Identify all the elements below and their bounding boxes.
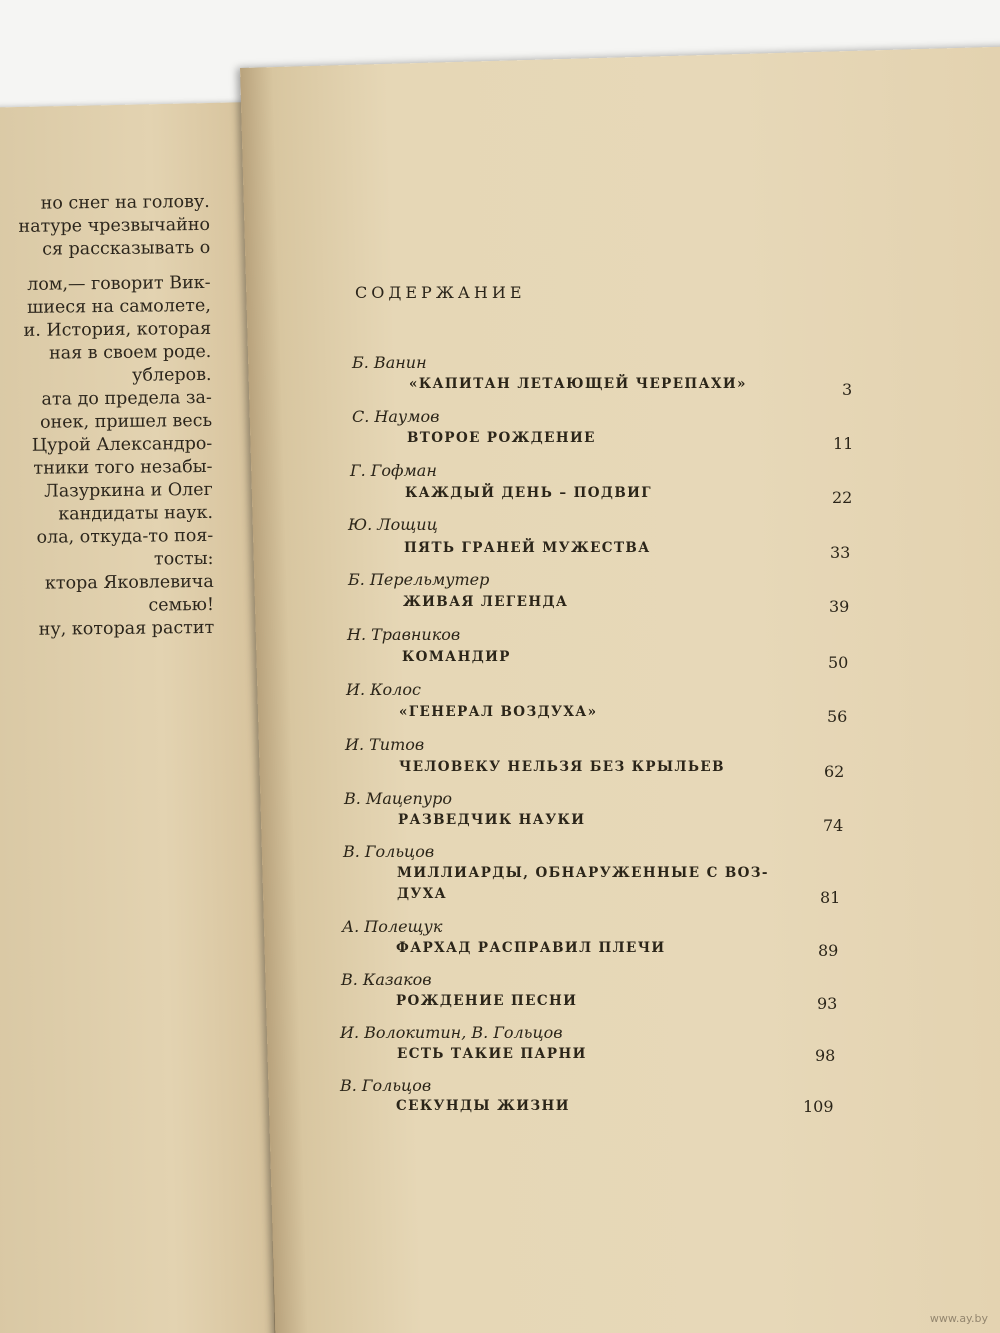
left-line: тосты: [153,548,214,570]
left-line: семью! [148,594,215,616]
toc-author: В. Гольцов [340,1076,432,1095]
toc-work-title: СЕКУНДЫ ЖИЗНИ [396,1098,570,1114]
toc-work-title: ЧЕЛОВЕКУ НЕЛЬЗЯ БЕЗ КРЫЛЬЕВ [399,759,725,775]
left-line: тники того незабы- [33,456,213,479]
toc-work-title: «ГЕНЕРАЛ ВОЗДУХА» [399,704,598,720]
left-line: ся рассказывать о [42,237,211,260]
toc-page-number: 3 [842,380,853,399]
toc-author: В. Казаков [341,970,432,989]
left-line: Лазуркина и Олег [44,479,213,502]
left-line: ная в своем роде. [48,341,212,364]
toc-author: И. Колос [346,680,421,699]
toc-page-number: 74 [823,816,844,835]
toc-author: А. Полещук [342,917,443,936]
left-line: ола, откуда-то поя- [36,525,214,548]
toc-page-number: 11 [833,434,854,453]
left-line: ата до предела за- [41,387,212,410]
toc-heading: СОДЕРЖАНИЕ [355,283,526,302]
left-line: ублеров. [132,364,212,386]
toc-page-number: 39 [829,597,850,616]
toc-page-number: 50 [828,653,849,672]
left-line: но снег на голову. [40,191,210,214]
toc-work-title: «КАПИТАН ЛЕТАЮЩЕЙ ЧЕРЕПАХИ» [409,376,747,392]
toc-work-title: ПЯТЬ ГРАНЕЙ МУЖЕСТВА [404,540,651,556]
toc-work-title: МИЛЛИАРДЫ, ОБНАРУЖЕННЫЕ С ВОЗ- [397,865,769,881]
toc-work-title: ФАРХАД РАСПРАВИЛ ПЛЕЧИ [396,940,666,956]
toc-author: Г. Гофман [350,461,437,480]
toc-page-number: 89 [818,941,839,960]
left-line: онек, пришел весь [39,410,213,433]
left-line: лом,— говорит Вик- [27,272,211,295]
toc-author: В. Гольцов [343,842,435,861]
toc-author: И. Титов [345,735,425,754]
left-line: ктора Яковлевича [44,571,214,594]
toc-page-number: 33 [830,543,851,562]
toc-author: В. Мацепуро [344,789,452,808]
toc-author: Ю. Лощиц [348,515,438,534]
toc-page-number: 22 [832,488,853,507]
left-line: Цурой Александро- [31,433,213,456]
watermark: www.ay.by [929,1312,988,1325]
toc-page-number: 109 [803,1097,834,1116]
left-line: ну, которая растит [38,617,215,640]
left-page-text [0,191,214,642]
toc-work-title-continuation: ДУХА [397,886,448,902]
toc-author: Б. Ванин [352,353,427,372]
toc-work-title: РАЗВЕДЧИК НАУКИ [398,812,586,828]
toc-author: С. Наумов [352,407,440,426]
toc-author: И. Волокитин, В. Гольцов [340,1023,563,1042]
toc-page-number: 56 [827,707,848,726]
toc-work-title: ЕСТЬ ТАКИЕ ПАРНИ [397,1046,587,1062]
left-line: натуре чрезвычайно [18,214,211,237]
left-line: шиеся на самолете, [26,295,211,318]
toc-page-number: 98 [815,1046,836,1065]
left-line: кандидаты наук. [58,502,214,525]
toc-author: Н. Травников [347,625,461,644]
toc-page-number: 93 [817,994,838,1013]
toc-work-title: ЖИВАЯ ЛЕГЕНДА [403,594,569,610]
toc-work-title: РОЖДЕНИЕ ПЕСНИ [396,993,578,1009]
toc-work-title: КАЖДЫЙ ДЕНЬ – ПОДВИГ [405,485,653,501]
toc-work-title: ВТОРОЕ РОЖДЕНИЕ [407,430,596,446]
toc-work-title: КОМАНДИР [402,649,511,665]
left-line: и. История, которая [23,318,212,341]
toc-page-number: 81 [820,888,841,907]
toc-author: Б. Перельмутер [348,570,490,589]
toc-page-number: 62 [824,762,845,781]
